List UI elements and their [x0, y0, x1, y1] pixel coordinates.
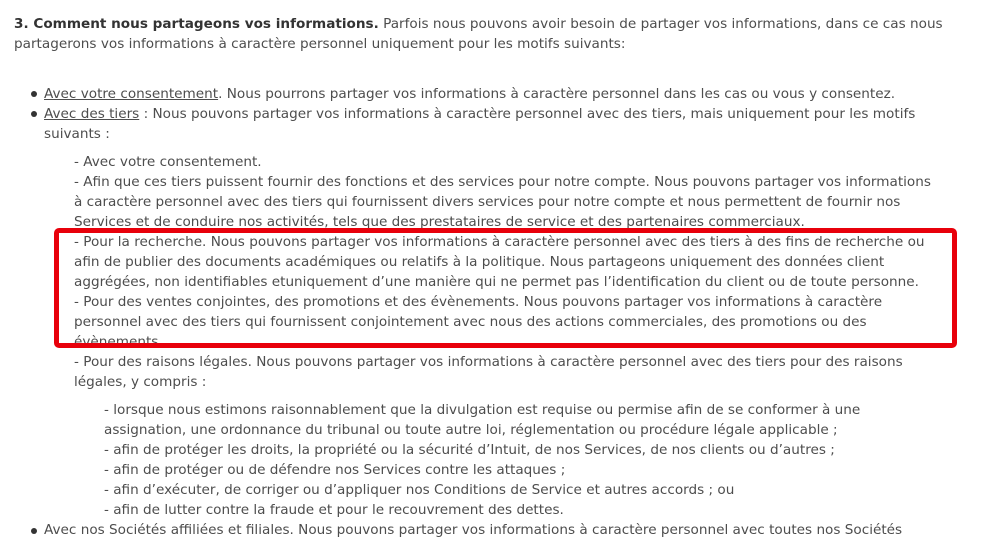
bullet-dot — [31, 528, 37, 534]
section-heading: 3. Comment nous partageons vos informations. — [14, 16, 379, 32]
sub-item-legal-line: légales, y compris : — [74, 374, 207, 390]
bullet-third-parties-text-2: suivants : — [44, 126, 110, 142]
bullet-consent-text: . Nous pourrons partager vos informations à caractère personnel dans les cas ou vous y consentez. — [218, 86, 896, 102]
sub-item-joint-sales-line: - Pour des ventes conjointes, des promotions et des évènements. Nous pouvons partager vos informations à caractère — [74, 294, 883, 310]
sub-item-joint-sales-line: personnel avec des tiers qui fournissent conjointement avec nous des actions commerciales, des promotions ou des — [74, 314, 867, 330]
consent-link[interactable]: Avec votre consentement — [44, 86, 219, 102]
section-intro-line — [14, 14, 943, 34]
section-intro-line-2: partagerons vos informations à caractère personnel uniquement pour les motifs suivants: — [14, 36, 626, 52]
sub-item-services-line: - Afin que ces tiers puissent fournir des fonctions et des services pour notre compte. Nous pouvons partager vos informations — [74, 174, 931, 190]
sub-item-consent: - Avec votre consentement. — [74, 154, 262, 170]
bullet-dot — [31, 91, 37, 97]
legal-item-line: assignation, une ordonnance du tribunal ou toute autre loi, réglementation ou procédure légale applicable ; — [104, 422, 838, 438]
sub-item-research-line: afin de publier des documents académiques ou relatifs à la politique. Nous partageons uniquement des données client — [74, 254, 885, 270]
section-intro-text: Parfois nous pouvons avoir besoin de partager vos informations, dans ce cas nous — [378, 16, 943, 32]
sub-item-legal-line: - Pour des raisons légales. Nous pouvons partager vos informations à caractère personnel avec des tiers pour des raisons — [74, 354, 903, 370]
legal-item-line: - afin de protéger les droits, la propriété ou la sécurité d’Intuit, de nos Services, de nos clients ou d’autres ; — [104, 442, 835, 458]
legal-item-line: - lorsque nous estimons raisonnablement que la divulgation est requise ou permise afin de se conformer à une — [104, 402, 861, 418]
bullet-third-parties-text: : Nous pouvons partager vos informations à caractère personnel avec des tiers, mais uniquement pour les motifs — [139, 106, 916, 122]
sub-item-services-line: Services et de conduire nos activités, tels que des prestataires de service et des partenaires commerciaux. — [74, 214, 805, 230]
legal-item-line: - afin de lutter contre la fraude et pour le recouvrement des dettes. — [104, 502, 564, 518]
bullet-dot — [31, 111, 37, 117]
bullet-third-parties — [44, 104, 915, 124]
sub-item-services-line: à caractère personnel avec des tiers qui fournissent divers services pour notre compte et nous permettent de fournir nos — [74, 194, 901, 210]
third-parties-link[interactable]: Avec des tiers — [44, 106, 140, 122]
sub-item-research-line: aggrégées, non identifiables etuniquement d’une manière qui ne permet pas l’identification du client ou de toute personne. — [74, 274, 919, 290]
legal-item-line: - afin de protéger ou de défendre nos Services contre les attaques ; — [104, 462, 566, 478]
bullet-affiliates-cutoff: Avec nos Sociétés affiliées et filiales. Nous pouvons partager vos informations à caractère personnel avec toutes nos Sociétés — [44, 522, 903, 538]
sub-item-research-line: - Pour la recherche. Nous pouvons partager vos informations à caractère personnel avec des tiers à des fins de recherche ou — [74, 234, 925, 250]
bullet-consent — [44, 84, 895, 104]
legal-item-line: - afin d’exécuter, de corriger ou d’appliquer nos Conditions de Service et autres accords ; ou — [104, 482, 735, 498]
sub-item-joint-sales-line: évènements. — [74, 334, 163, 350]
